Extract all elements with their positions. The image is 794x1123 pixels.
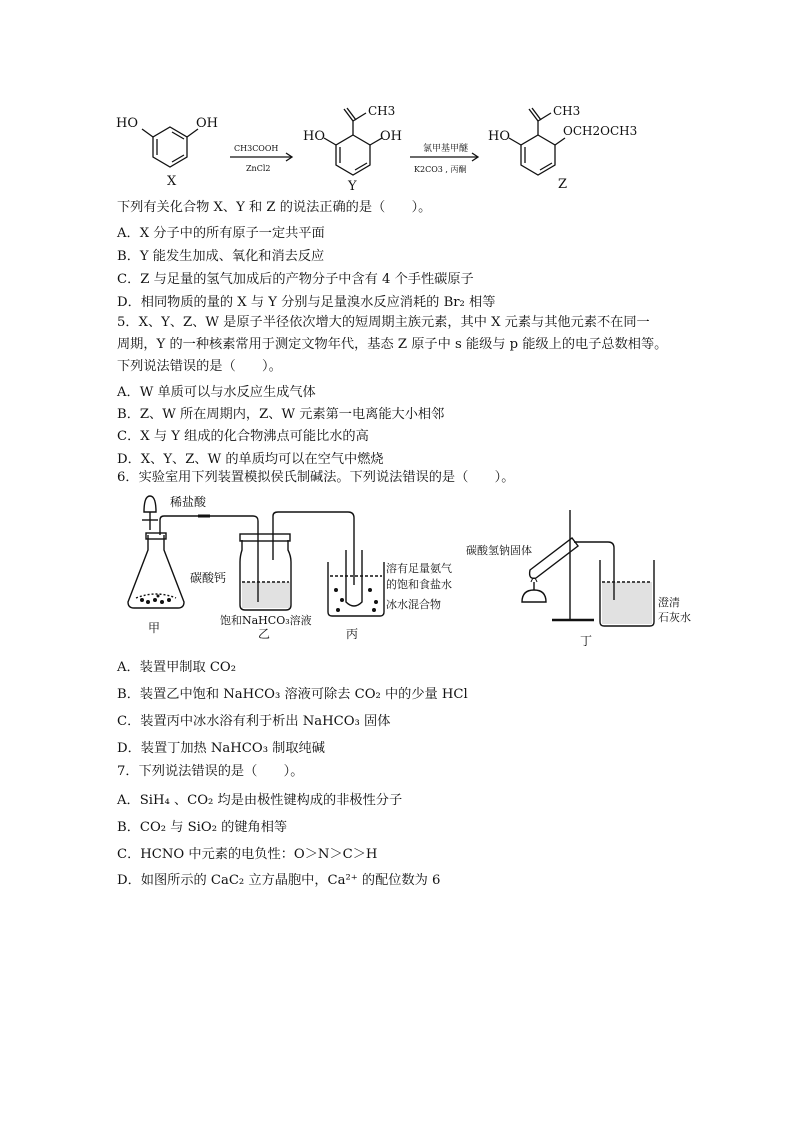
conical-flask	[128, 535, 184, 608]
label-bing: 丙	[346, 627, 359, 641]
q5-stem-line2: 周期，Y 的一种核素常用于测定文物年代，基态 Z 原子中 s 能级与 p 能级上的电子总数相等。	[117, 337, 668, 352]
label-dilute-hcl: 稀盐酸	[170, 495, 207, 509]
q5-option-c[interactable]: C．X 与 Y 组成的化合物沸点可能比水的高	[117, 429, 369, 444]
q7-option-d[interactable]: D．如图所示的 CaC₂ 立方晶胞中，Ca²⁺ 的配位数为 6	[117, 873, 441, 888]
label-limewater-2: 石灰水	[658, 611, 691, 624]
y-oh-label: OH	[380, 129, 402, 144]
label-yi: 乙	[258, 627, 271, 641]
q6-stem: 6．实验室用下列装置模拟侯氏制碱法。下列说法错误的是（ ）。	[117, 470, 515, 485]
q7-option-b[interactable]: B．CO₂ 与 SiO₂ 的键角相等	[117, 820, 288, 835]
q5-stem-line3: 下列说法错误的是（ ）。	[117, 359, 282, 374]
q4-option-d[interactable]: D．相同物质的量的 X 与 Y 分别与足量溴水反应消耗的 Br₂ 相等	[117, 295, 496, 310]
label-limewater-1: 澄清	[658, 596, 680, 609]
label-sat-nahco3: 饱和NaHCO₃溶液	[220, 614, 312, 627]
q4-option-c[interactable]: C．Z 与足量的氢气加成后的产物分子中含有 4 个手性碳原子	[117, 272, 474, 287]
label-caco3: 碳酸钙	[190, 571, 227, 585]
q4-stem: 下列有关化合物 X、Y 和 Z 的说法正确的是（ ）。	[117, 200, 432, 215]
q5-stem-line1: 5．X、Y、Z、W 是原子半径依次增大的短周期主族元素，其中 X 元素与其他元素不在同一	[117, 315, 650, 330]
q7-stem: 7．下列说法错误的是（ ）。	[117, 764, 304, 779]
q5-option-a[interactable]: A．W 单质可以与水反应生成气体	[117, 385, 316, 400]
label-jia: 甲	[148, 621, 161, 635]
z-och2och3-label: OCH2OCH3	[563, 124, 638, 138]
arrow1-catalyst: ZnCl2	[246, 164, 271, 173]
alcohol-lamp	[522, 590, 546, 602]
z-ho-label: HO	[488, 129, 510, 144]
q6-option-b[interactable]: B．装置乙中饱和 NaHCO₃ 溶液可除去 CO₂ 中的少量 HCl	[117, 687, 468, 702]
y-ho-label: HO	[303, 129, 325, 144]
separatory-funnel	[144, 496, 156, 512]
label-ice-water: 冰水混合物	[386, 598, 441, 611]
q6-option-c[interactable]: C．装置丙中冰水浴有利于析出 NaHCO₃ 固体	[117, 714, 391, 729]
x-benzene-ring	[153, 127, 187, 167]
q4-option-a[interactable]: A．X 分子中的所有原子一定共平面	[117, 226, 325, 241]
y-benzene-ring	[336, 135, 370, 175]
label-nahco3-solid: 碳酸氢钠固体	[466, 544, 532, 557]
arrow2-reagent: 氯甲基甲醚	[423, 144, 469, 154]
q4-option-b[interactable]: B．Y 能发生加成、氧化和消去反应	[117, 249, 325, 264]
x-oh-label: OH	[196, 116, 218, 131]
arrow1-reagent: CH3COOH	[234, 144, 279, 153]
heated-test-tube	[530, 538, 578, 578]
q7-option-c[interactable]: C．HCNO 中元素的电负性：O＞N＞C＞H	[117, 847, 378, 862]
q5-option-b[interactable]: B．Z、W 所在周期内，Z、W 元素第一电离能大小相邻	[117, 407, 445, 422]
q6-option-a[interactable]: A．装置甲制取 CO₂	[117, 660, 237, 675]
arrow2-conditions: K2CO3 , 丙酮	[414, 165, 467, 174]
label-nh3-brine-2: 的饱和食盐水	[386, 578, 452, 591]
y-compound-label: Y	[348, 179, 357, 194]
q6-option-d[interactable]: D．装置丁加热 NaHCO₃ 制取纯碱	[117, 741, 325, 756]
y-ch3-label: CH3	[368, 104, 396, 118]
z-compound-label: Z	[558, 177, 568, 192]
x-ho-label: HO	[116, 116, 138, 131]
reaction-scheme	[110, 95, 690, 197]
label-ding: 丁	[580, 634, 593, 648]
z-ch3-label: CH3	[553, 104, 581, 118]
q5-option-d[interactable]: D．X、Y、Z、W 的单质均可以在空气中燃烧	[117, 452, 384, 467]
apparatus-figure	[118, 490, 698, 650]
q7-option-a[interactable]: A．SiH₄ 、CO₂ 均是由极性键构成的非极性分子	[117, 793, 403, 808]
z-benzene-ring	[521, 135, 555, 175]
x-compound-label: X	[167, 174, 177, 189]
label-nh3-brine-1: 溶有足量氨气	[386, 562, 452, 575]
